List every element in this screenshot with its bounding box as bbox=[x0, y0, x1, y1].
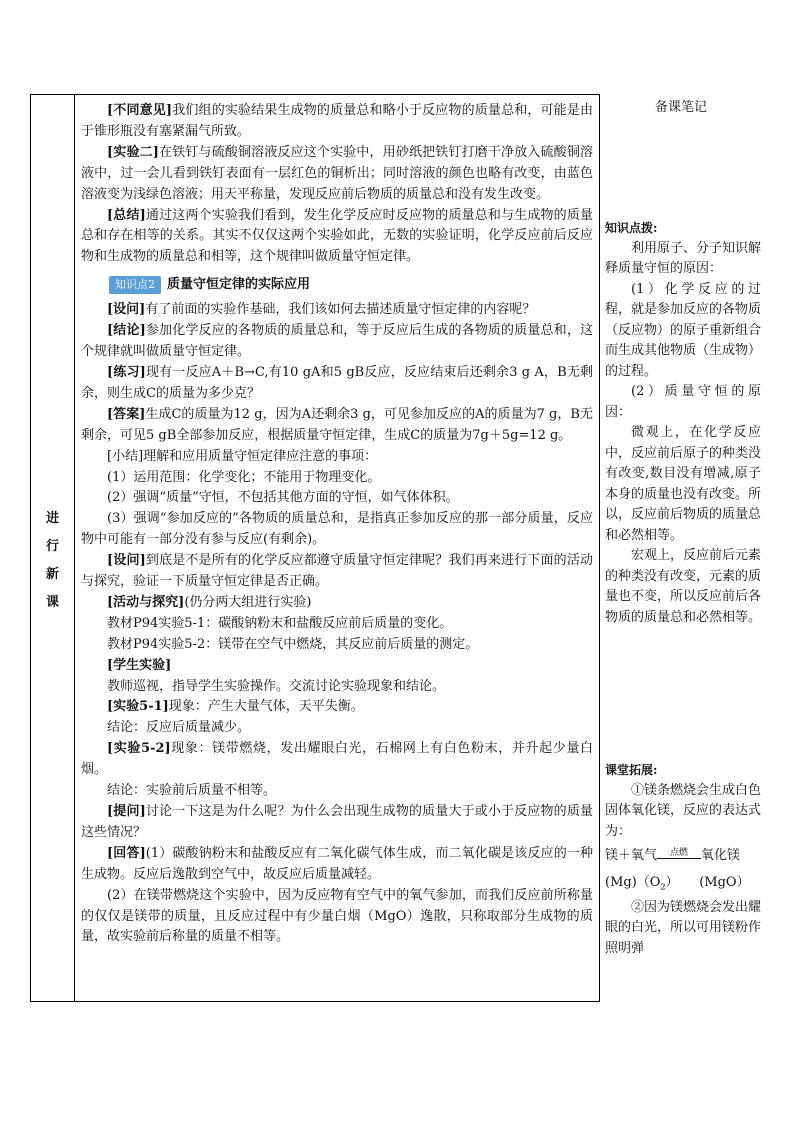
textbook-item: 教材P94实验5-1：碳酸钠粉末和盐酸反应前后质量的变化。 bbox=[107, 615, 453, 631]
summary-item: (1）运用范围：化学变化；不能用于物理变化。 bbox=[107, 469, 381, 485]
para-answer: [答案]生成C的质量为12 g，因为A还剩余3 g，可见参加反应的A的质量为7 g，B无剩余，可见5 gB全部参加反应，根据质量守恒定律，生成C的质量为7g＋5g=12 g。 bbox=[81, 406, 593, 443]
main-column bbox=[75, 95, 599, 1001]
formula-subscript: 2 bbox=[660, 882, 666, 892]
para-question-2: [设问]到底是不是所有的化学反应都遵守质量守恒定律呢？我们再来进行下面的活动与探究，验证一下质量守恒定律是否正确。 bbox=[81, 553, 593, 590]
para-conclusion: [结论]参加化学反应的各物质的质量总和，等于反应后生成的各物质的质量总和，这个规律就叫做质量守恒定律。 bbox=[81, 323, 593, 360]
extension-para: ②因为镁燃烧会发出耀眼的白光，所以可用镁粉作照明弹 bbox=[605, 899, 762, 956]
lesson-table bbox=[30, 94, 600, 1002]
student-exp-text: 教师巡视，指导学生实验操作。交流讨论实验现象和结论。 bbox=[107, 678, 446, 694]
para-reply-2: (2）在镁带燃烧这个实验中，因为反应物有空气中的氧气参加，而我们反应前所称量的仅仅是镁带的质量，且反应过程中有少量白烟（MgO）逸散，只称取部分生成物的质量，故实验前后称量的质量不相等。 bbox=[81, 887, 593, 945]
para-reply: [回答](1）碳酸钠粉末和盐酸反应有二氧化碳气体生成，而二氧化碳是该反应的一种生成物。反应后逸散到空气中，故反应后质量减轻。 bbox=[81, 845, 593, 882]
eq-reactants: 镁＋氧气 bbox=[605, 848, 658, 863]
lesson-content bbox=[81, 101, 593, 948]
formula-product: (MgO） bbox=[699, 874, 750, 890]
knowledge-tips-head: 知识点拨: bbox=[605, 221, 658, 235]
knowledge-tip-para: (2）质量守恒的原因： bbox=[605, 384, 761, 420]
knowledge-tip-para: 利用原子、分子知识解释质量守恒的原因： bbox=[605, 240, 762, 276]
side-label-text: 进行新课 bbox=[45, 511, 59, 610]
knowledge-tips bbox=[605, 218, 761, 628]
knowledge-tip-para: 微观上，在化学反应中，反应前后原子的种类没有改变,数目没有增减,原子本身的质量也没有改变。所以，反应前后物质的质量总和必然相等。 bbox=[605, 425, 762, 543]
textbook-item: 教材P94实验5-2：镁带在空气中燃烧，其反应前后质量的测定。 bbox=[107, 636, 479, 652]
formula-paren: ） bbox=[665, 874, 679, 890]
side-column bbox=[31, 95, 75, 1001]
knowledge-point-badge: 知识点2 bbox=[109, 276, 161, 294]
exp51-conclusion: 结论：反应后质量减少。 bbox=[107, 720, 251, 736]
side-label bbox=[31, 505, 74, 617]
formula-reactants: (Mg)（O bbox=[605, 874, 661, 890]
reaction-arrow bbox=[657, 848, 701, 859]
knowledge-tip-para: 宏观上，反应前后元素的种类没有改变，元素的质量也不变，所以反应前后各物质的质量总和必然相等。 bbox=[605, 548, 762, 625]
class-extension-head: 课堂拓展: bbox=[605, 763, 658, 777]
para-summary: [总结]通过这两个实验我们看到，发生化学反应时反应物的质量总和与生成物的质量总和存在相等的关系。其实不仅仅这两个实验如此，无数的实验证明，化学反应前后反应物和生成物的质量总和相等，这个规律叫做质量守恒定律。 bbox=[81, 207, 593, 265]
formula-line bbox=[605, 873, 761, 898]
class-extension bbox=[605, 760, 761, 959]
exp52-conclusion: 结论：实验前后质量不相等。 bbox=[107, 783, 277, 799]
knowledge-tip-para: (1）化学反应的过程，就是参加反应的各物质（反应物）的原子重新组合而生成其他物质（生成物）的过程。 bbox=[605, 281, 762, 379]
student-exp-tag: [学生实验] bbox=[107, 657, 172, 673]
para-exp2: [实验二]在铁钉与硫酸铜溶液反应这个实验中，用砂纸把铁钉打磨干净放入硫酸铜溶液中，过一会儿看到铁钉表面有一层红色的铜析出；同时溶液的颜色也略有改变，由蓝色溶液变为浅绿色溶液；用天平称量，发现反应前后物质的质量总和没有发生改变。 bbox=[81, 144, 593, 202]
summary-item: (3）强调“参加反应的”各物质的质量总和，是指真正参加反应的那一部分质量，反应物中可能有一部分没有参与反应(有剩余)。 bbox=[81, 511, 593, 548]
exp51-result: [实验5-1]现象：产生大量气体，天平失衡。 bbox=[107, 699, 364, 715]
para-question: [设问]有了前面的实验作基础，我们该如何去描述质量守恒定律的内容呢？ bbox=[107, 302, 536, 318]
exp52-result: [实验5-2]现象：镁带燃烧，发出耀眼白光，石棉网上有白色粉末，并升起少量白烟。 bbox=[81, 741, 593, 778]
notes-title: 备课笔记 bbox=[654, 100, 707, 115]
summary-item: (2）强调“质量”守恒，不包括其他方面的守恒，如气体体积。 bbox=[107, 490, 459, 506]
notes-column bbox=[601, 94, 761, 1002]
eq-condition: 点燃 bbox=[670, 848, 689, 858]
para-brief: [小结]理解和应用质量守恒定律应注意的事项： bbox=[107, 448, 378, 464]
para-opinion: [不同意见]我们组的实验结果生成物的质量总和略小于反应物的质量总和，可能是由于锥形瓶没有塞紧漏气所致。 bbox=[81, 103, 593, 139]
eq-product: 氧化镁 bbox=[701, 848, 741, 863]
para-ask: [提问]讨论一下这是为什么呢？为什么会出现生成物的质量大于或小于反应物的质量这些情况？ bbox=[81, 804, 593, 840]
para-exercise: [练习]现有一反应A＋B→C,有10 gA和5 gB反应，反应结束后还剩余3 g A，B无剩余，则生成C的质量为多少克？ bbox=[81, 364, 593, 401]
extension-para: ①镁条燃烧会生成白色固体氧化镁，反应的表达式为： bbox=[605, 782, 762, 839]
section-title: 质量守恒定律的实际应用 bbox=[167, 276, 311, 292]
word-equation bbox=[605, 846, 761, 867]
section-heading bbox=[109, 274, 593, 296]
para-activity: [活动与探究](仍分两大组进行实验) bbox=[107, 594, 312, 610]
